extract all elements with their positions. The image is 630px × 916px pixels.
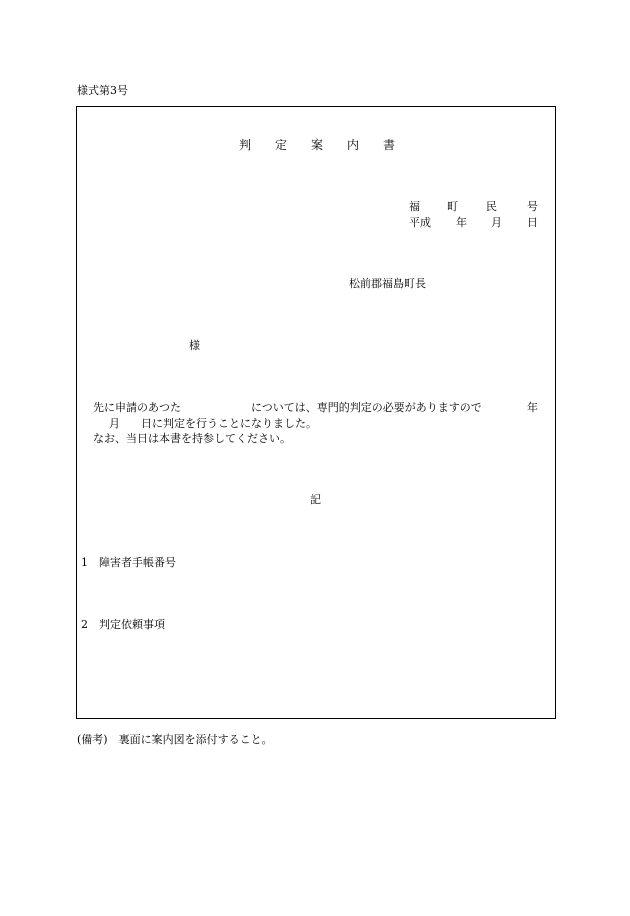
doc-number-char: 福 [409,200,420,213]
date-era: 平成 [409,216,431,229]
title-char: 案 [311,138,324,152]
body-line1-start: 先に申請のあつた [93,401,181,414]
ki-heading: 記 [310,493,321,506]
date-month: 月 [491,216,502,229]
date-year: 年 [456,216,467,229]
title-char: 定 [275,138,288,152]
issuer: 松前郡福島町長 [349,277,426,290]
date-day: 日 [527,216,538,229]
body-line2-rest: 日に判定を行うことになりました。 [141,417,317,430]
body-line1-middle: については、専門的判定の必要がありますので [251,401,482,414]
remarks-note: (備考) 裏面に案内図を添付すること。 [77,733,273,746]
item-number: 1 [81,556,88,569]
doc-number-char: 号 [527,200,538,213]
doc-number-char: 民 [486,200,497,213]
title-char: 書 [383,138,396,152]
addressee-suffix: 様 [189,339,200,352]
body-line1-year: 年 [527,401,538,414]
title-char: 内 [347,138,360,152]
title-char: 判 [239,138,252,152]
body-line2-month: 月 [109,417,120,430]
item-label: 障害者手帳番号 [99,556,176,569]
item-number: 2 [81,618,88,631]
item-label: 判定依頼事項 [99,618,165,631]
body-line3: なお、当日は本書を持参してください。 [93,432,291,445]
form-number: 様式第3号 [77,84,128,97]
doc-number-char: 町 [447,200,458,213]
